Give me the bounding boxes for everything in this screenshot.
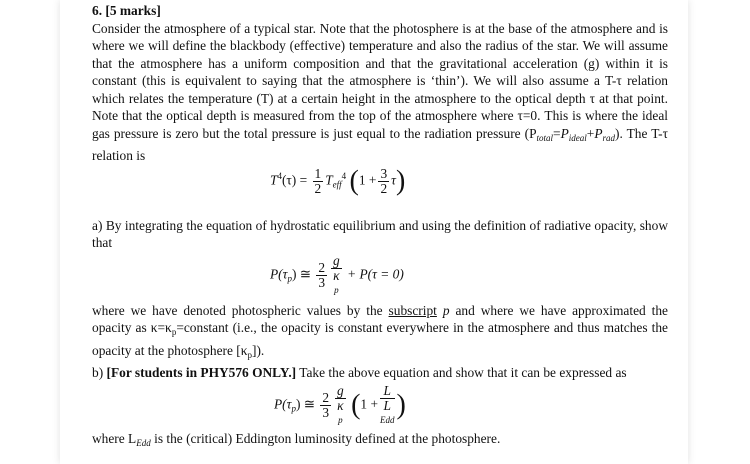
- eq2-frac-num: 2: [318, 259, 326, 275]
- eq3-lparen: (: [351, 389, 361, 420]
- eq1-lhs-sup: 4: [277, 170, 282, 181]
- equation-eddington: [274, 384, 668, 428]
- equation-pressure: [270, 254, 668, 300]
- note-after: and where we have approximated the opacity as κ=κ: [92, 302, 668, 335]
- eq3-lhs-sub: p: [291, 403, 296, 414]
- eq1-inner: 1 +: [358, 172, 377, 188]
- eq3-L: L: [380, 384, 395, 399]
- eq3-lhs: P(τ: [274, 396, 292, 412]
- note-kappa-sub-2: p: [247, 349, 252, 360]
- eq2-g: g: [333, 252, 340, 268]
- part-b-label: b): [92, 365, 104, 380]
- eq2-frac-den: 3: [318, 274, 326, 290]
- eq1-teff-sub: eff: [332, 179, 342, 190]
- eq2-lhs-close: ) ≅: [291, 266, 311, 282]
- eq3-L-edd-sub: Edd: [380, 414, 395, 425]
- eq3-frac-g-kappa: [335, 384, 346, 427]
- closing-before: where L: [92, 430, 137, 446]
- problem-title: 6. [5 marks]: [92, 3, 161, 18]
- eq3-kappa: κ: [337, 397, 344, 413]
- eq3-frac-den: 3: [322, 404, 330, 420]
- note-before: where we have denoted photospheric values by the: [92, 302, 389, 318]
- eq1-tau: τ: [391, 172, 396, 188]
- p-total-sub: total: [536, 132, 554, 143]
- eq2-frac: [316, 261, 327, 290]
- eq1-rparen: ): [395, 165, 406, 196]
- eq1-teff: T: [325, 172, 333, 188]
- eq1-lhs: T: [270, 172, 278, 188]
- note-p: p: [436, 302, 450, 318]
- part-a-text: a) By integrating the equation of hydrostatic equilibrium and using the definition of radiative opacity, show that: [92, 217, 668, 250]
- p-rad-sub: rad: [602, 132, 616, 143]
- eq3-frac-num: 2: [322, 389, 330, 405]
- eq3-frac: [320, 391, 331, 420]
- eq1-frac: [313, 167, 324, 196]
- eq1-frac-num: 1: [314, 165, 322, 181]
- eq3-frac-l: [380, 384, 395, 427]
- eq2-frac-g-kappa: [331, 254, 342, 297]
- eq3-g: g: [337, 382, 344, 398]
- part-b: [92, 364, 668, 382]
- eq3-kappa-sub: p: [338, 414, 343, 425]
- eq1-frac2-den: 2: [380, 180, 388, 196]
- eq3-rparen: ): [396, 389, 406, 420]
- note-after2: =constant (i.e., the opacity is constant everywhere in the atmosphere and thus matches the opacity at the photosphere [κ: [92, 320, 669, 358]
- intro-text: Consider the atmosphere of a typical star. Note that the photosphere is at the base of the atmosphere and is where we will define the blackbody (effective) temperature and also the radius of the star. We will assume that the atmosphere has a uniform composition and that the gravitational acceleration (g) within it is constant (this is equivalent to saying that the atmosphere is ‘thin’). We will also assume a T-τ relation which relates the temperature (T) at a certain height in the atmosphere to the optical depth τ at that point. Note that the optical depth is measured from the top of the atmosphere where τ=0. This is where the ideal gas pressure is zero but the total pressure is just equal to the radiation pressure (P: [92, 20, 668, 141]
- eq1-frac2-num: 3: [380, 165, 388, 181]
- note-underlined: subscript: [388, 302, 437, 318]
- part-b-bold: [For students in PHY576 ONLY.]: [106, 365, 297, 380]
- closing-text: [92, 430, 668, 453]
- eq2-lhs: P(τ: [270, 266, 288, 282]
- eq1-lparen: (: [349, 165, 359, 196]
- eq2-kappa: κ: [333, 267, 340, 283]
- p-ideal-sub: ideal: [568, 132, 587, 143]
- intro-tail: ). The T-τ relation is: [92, 125, 668, 163]
- eq3-lhs-close: ) ≅: [295, 396, 315, 412]
- closing-after: is the (critical) Eddington luminosity defined at the photosphere.: [150, 430, 501, 446]
- eq1-lhs-arg: (τ) =: [281, 172, 308, 188]
- closing-sub: Edd: [136, 437, 151, 448]
- eq1-teff-sup: 4: [341, 170, 347, 181]
- part-a-note: [92, 302, 668, 365]
- eq3-inner: 1 +: [360, 396, 379, 412]
- equation-t-tau: [270, 167, 668, 215]
- eq2-lhs-sub: p: [287, 273, 292, 284]
- eq2-rhs: + P(τ = 0): [347, 266, 404, 282]
- eq1-frac-den: 2: [314, 180, 322, 196]
- part-b-text: Take the above equation and show that it can be expressed as: [296, 365, 627, 380]
- eq1-frac2: [378, 167, 389, 196]
- problem-intro: Consider the atmosphere of a typical star. Note that the photosphere is at the base of the atmosphere and is where we will define the blackbody (effective) temperature and also the radius of the star. We will assume that the atmosphere has a uniform composition and that the gravitational acceleration (g) within it is constant (this is equivalent to saying that the atmosphere is ‘thin’). We will also assume a T-τ relation which relates the temperature (T) at a certain height in the atmosphere to the optical depth τ at that point. Note that the optical depth is measured from the top of the atmosphere where τ=0. This is where the ideal gas pressure is zero but the total pressure is just equal to the radiation pressure $(P_{total}=P_{ideal}+P_{rad})$. The T-τ relation is: [92, 20, 668, 163]
- eq3-L-edd: L: [383, 397, 391, 413]
- note-kappa-sub-1: p: [171, 327, 177, 337]
- eq2-kappa-sub: p: [334, 284, 339, 295]
- note-after3: ]).: [251, 342, 265, 358]
- problem-content: [92, 2, 668, 452]
